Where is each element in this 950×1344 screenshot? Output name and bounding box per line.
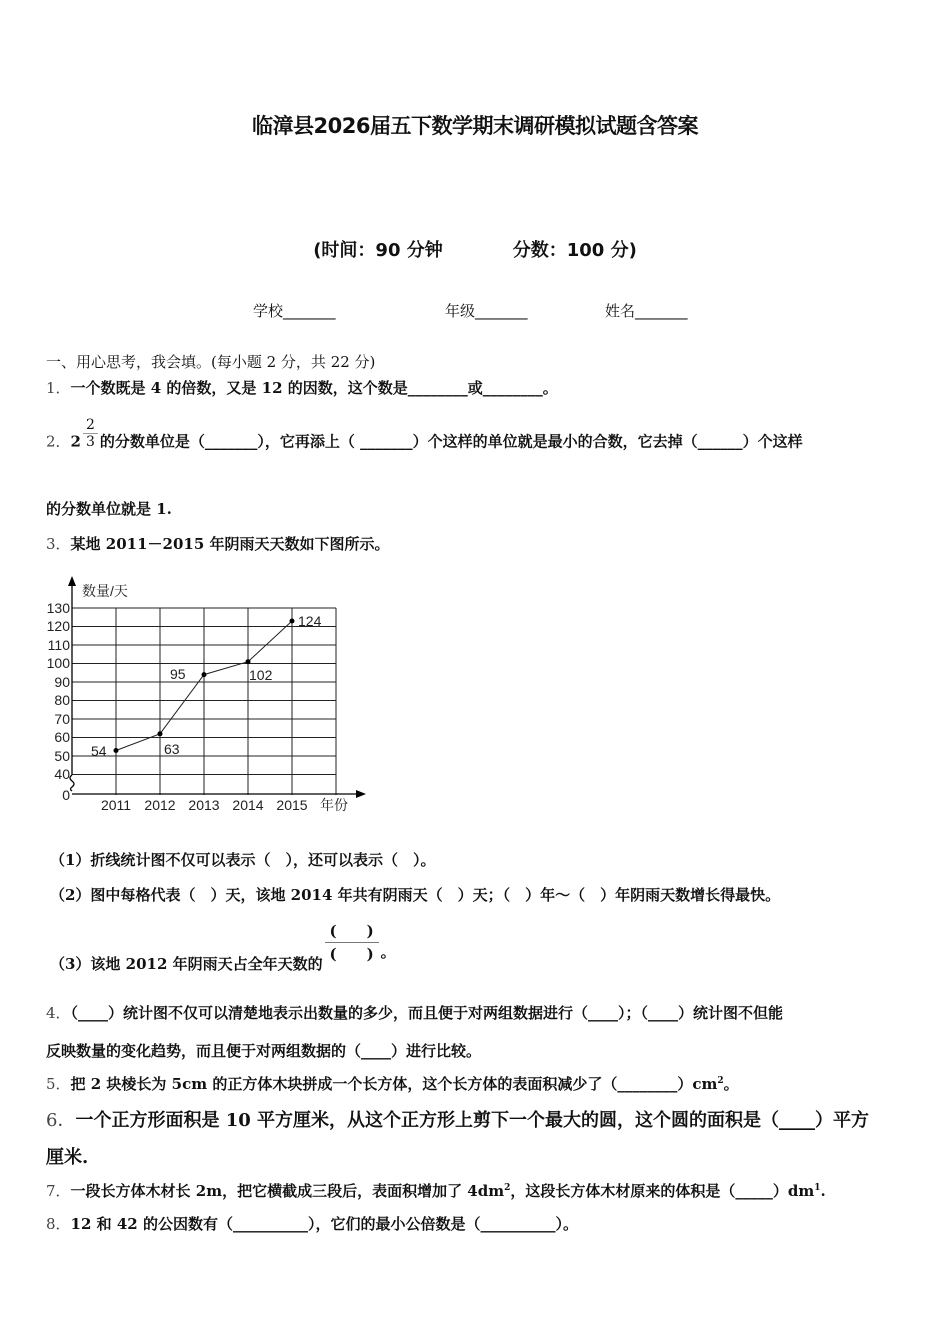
question-8: 8．12 和 42 的公因数有（__________），它们的最小公倍数是（__________）。 bbox=[46, 1215, 578, 1233]
svg-text:100: 100 bbox=[46, 655, 70, 671]
svg-text:2014: 2014 bbox=[232, 797, 264, 813]
line-chart bbox=[40, 572, 370, 822]
question-1: 1．一个数既是 4 的倍数，又是 12 的因数，这个数是________或________。 bbox=[46, 379, 558, 397]
svg-text:124: 124 bbox=[298, 613, 322, 629]
mixed-fraction: $\frac{2}{3}$ bbox=[83, 417, 98, 450]
svg-text:90: 90 bbox=[54, 674, 70, 690]
fraction-blank[interactable]: $\frac{( )}{( )}$ bbox=[325, 920, 379, 965]
x-axis-label: 年份 bbox=[320, 797, 348, 813]
svg-text:95: 95 bbox=[170, 666, 186, 682]
svg-text:80: 80 bbox=[54, 692, 70, 708]
page-title: 临漳县2026届五下数学期末调研模拟试题含答案 bbox=[252, 114, 698, 138]
svg-text:130: 130 bbox=[46, 600, 70, 616]
time-limit: (时间：90 分钟 bbox=[313, 240, 443, 261]
question-3-part-2: （2）图中每格代表（ ）天，该地 2014 年共有阴雨天（ ）天；（ ）年～（ ）年阴雨天数增长得最快。 bbox=[50, 886, 781, 904]
svg-text:40: 40 bbox=[54, 766, 70, 782]
section-heading: 一、用心思考，我会填。(每小题 2 分，共 22 分) bbox=[46, 353, 376, 371]
question-3: 3．某地 2011－2015 年阴雨天天数如下图所示。 bbox=[46, 535, 390, 553]
question-7: 7．一段长方体木材长 2m，把它横截成三段后，表面积增加了 $4dm^2$，这段长方体木材原来的体积是$(\_\_\_\_\_)dm^1$. bbox=[46, 1182, 826, 1200]
svg-text:0: 0 bbox=[62, 787, 70, 803]
info-grade[interactable]: 年级_______ bbox=[445, 302, 528, 320]
svg-text:2013: 2013 bbox=[188, 797, 220, 813]
question-6-cont: 厘米. bbox=[46, 1147, 89, 1168]
question-4: 4．（____）统计图不仅可以清楚地表示出数量的多少，而且便于对两组数据进行（____）；（____）统计图不但能 bbox=[46, 1004, 784, 1022]
svg-text:2012: 2012 bbox=[144, 797, 176, 813]
info-name[interactable]: 姓名_______ bbox=[605, 302, 688, 320]
total-score: 分数：100 分) bbox=[512, 240, 637, 261]
svg-text:70: 70 bbox=[54, 711, 70, 727]
question-6: 6．一个正方形面积是 10 平方厘米，从这个正方形上剪下一个最大的圆，这个圆的面积是（____）平方 bbox=[46, 1110, 870, 1131]
exam-subtitle bbox=[0, 236, 950, 262]
svg-text:60: 60 bbox=[54, 729, 70, 745]
info-school[interactable]: 学校_______ bbox=[253, 302, 336, 320]
svg-text:110: 110 bbox=[47, 637, 70, 653]
svg-text:120: 120 bbox=[46, 618, 70, 634]
question-3-part-1: （1）折线统计图不仅可以表示（ ），还可以表示（ ）。 bbox=[50, 851, 436, 869]
svg-text:63: 63 bbox=[164, 741, 180, 757]
svg-text:50: 50 bbox=[54, 748, 70, 764]
question-2: 2．2 $\frac{2}{3}$ 的分数单位是（_______），它再添上（ _______）个这样的单位就是最小的合数，它去掉（______）个这样 bbox=[46, 417, 803, 451]
question-5: 5．把 2 块棱长为 5cm 的正方体木块拼成一个长方体，这个长方体的表面积减少了$(\_\_\_\_\_\_\_\_)cm^2$。 bbox=[46, 1075, 739, 1093]
svg-text:54: 54 bbox=[91, 743, 107, 759]
svg-text:102: 102 bbox=[249, 667, 273, 683]
question-2-cont: 的分数单位就是 1. bbox=[46, 500, 172, 518]
y-axis-label: 数量/天 bbox=[82, 583, 128, 599]
svg-text:2011: 2011 bbox=[100, 797, 132, 813]
svg-text:2015: 2015 bbox=[276, 797, 308, 813]
question-4-cont: 反映数量的变化趋势，而且便于对两组数据的（____）进行比较。 bbox=[46, 1042, 482, 1060]
question-3-part-3: （3）该地 2012 年阴雨天占全年天数的 $\frac{( )}{( )}$ 。 bbox=[50, 922, 396, 973]
